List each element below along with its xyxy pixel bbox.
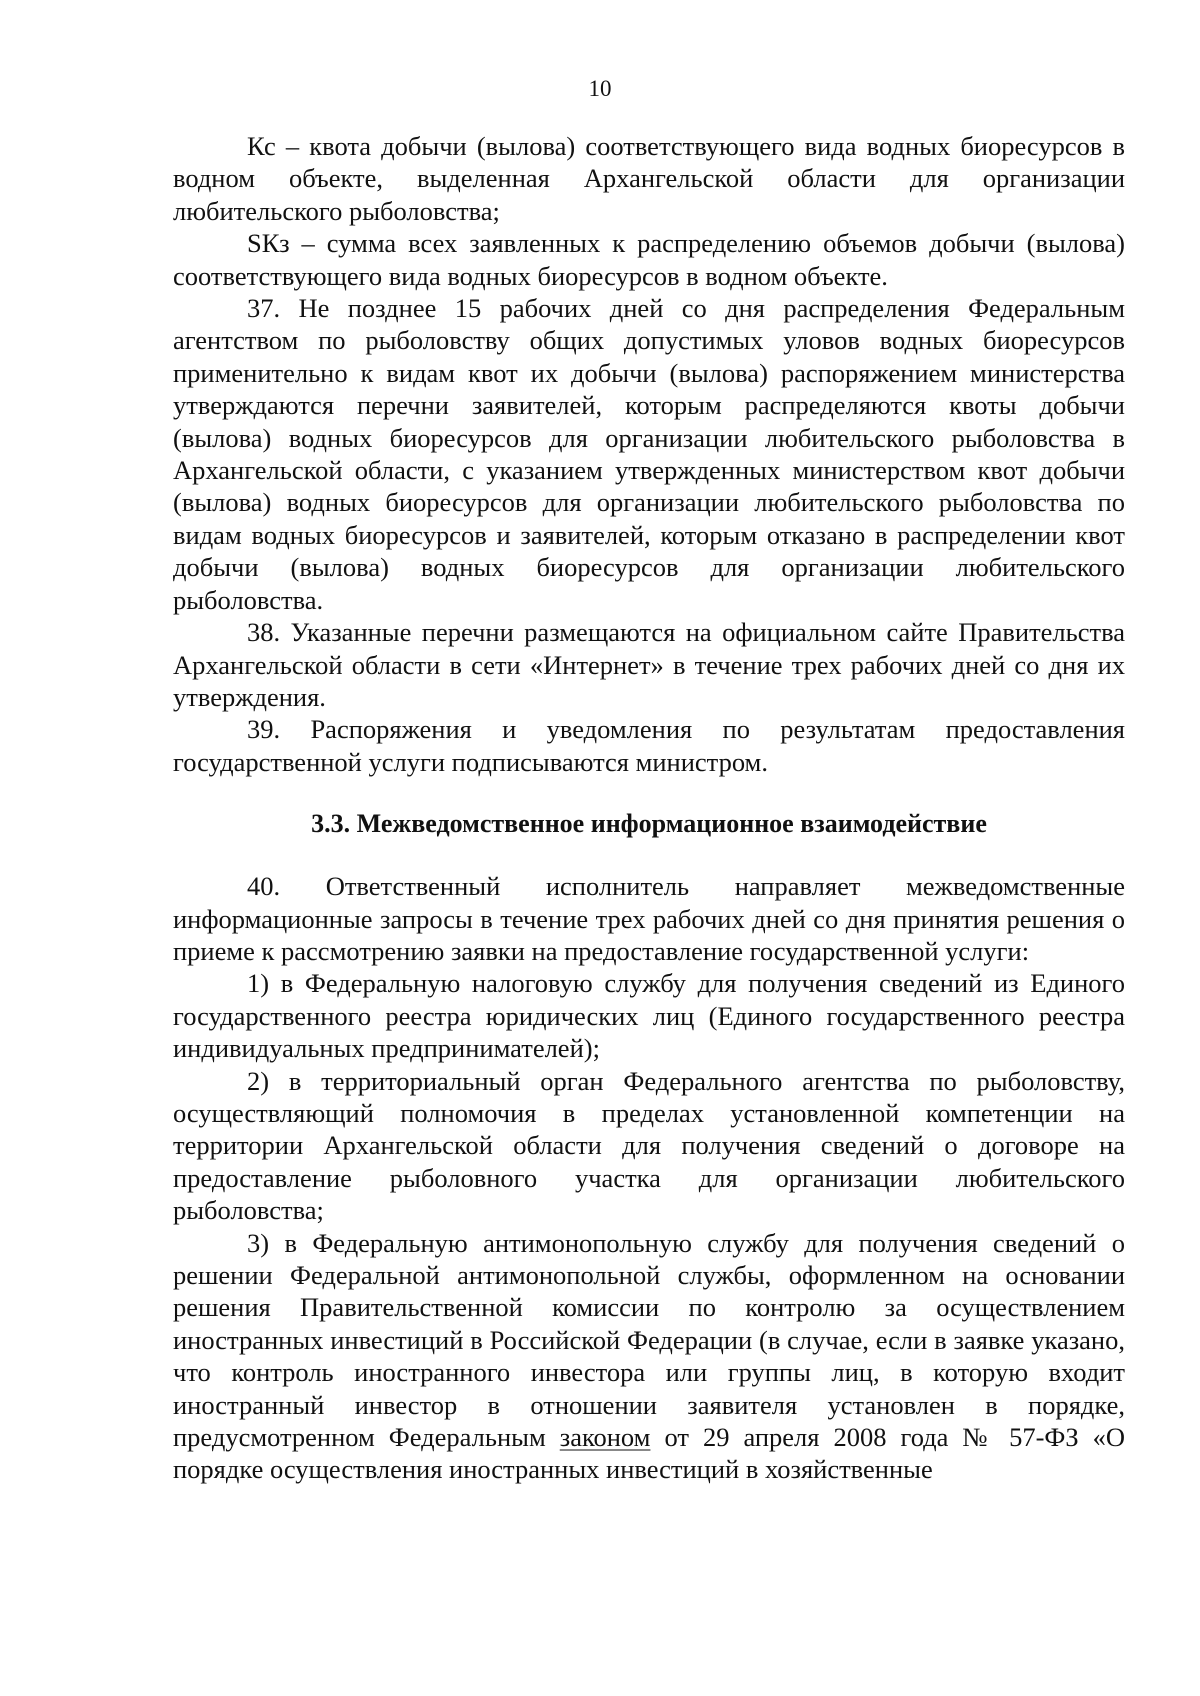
list-item-3-text-after: от 29 апреля 2008 года № 57-ФЗ «О порядке осуществления иностранных инвестиций в хозяйственные bbox=[173, 1422, 1126, 1485]
paragraph-kc-definition: Кс – квота добычи (вылова) соответствующего вида водных биоресурсов в водном объекте, выделенная Архангельской области для организации любительского рыболовства; bbox=[173, 131, 1125, 226]
paragraph-39: 39. Распоряжения и уведомления по результатам предоставления государственной услуги подписываются министром. bbox=[173, 714, 1125, 777]
paragraph-37: 37. Не позднее 15 рабочих дней со дня распределения Федеральным агентством по рыболовству общих допустимых уловов водных биоресурсов применительно к видам квот их добычи (вылова) распоряжением министерства утверждаются перечни заявителей, которым распределяются квоты добычи (вылова) водных биоресурсов для организации любительского рыболовства в Архангельской области, с указанием утвержденных министерством квот добычи (вылова) водных биоресурсов для организации любительского рыболовства по видам водных биоресурсов и заявителей, которым отказано в распределении квот добычи (вылова) водных биоресурсов для организации любительского рыболовства. bbox=[173, 293, 1125, 615]
list-item-3 bbox=[173, 1227, 1125, 1486]
paragraph-40: 40. Ответственный исполнитель направляет межведомственные информационные запросы в течение трех рабочих дней со дня принятия решения о приеме к рассмотрению заявки на предоставление государственной услуги: bbox=[173, 871, 1125, 966]
list-item-2: 2) в территориальный орган Федерального агентства по рыболовству, осуществляющий полномочия в пределах установленной компетенции на территории Архангельской области для получения сведений о договоре на предоставление рыболовного участка для организации любительского рыболовства; bbox=[173, 1065, 1125, 1226]
paragraph-38: 38. Указанные перечни размещаются на официальном сайте Правительства Архангельской области в сети «Интернет» в течение трех рабочих дней со дня их утверждения. bbox=[173, 617, 1125, 712]
list-item-1: 1) в Федеральную налоговую службу для получения сведений из Единого государственного реестра юридических лиц (Единого государственного реестра индивидуальных предпринимателей); bbox=[173, 968, 1125, 1064]
section-heading-3-3: 3.3. Межведомственное информационное взаимодействие bbox=[311, 809, 987, 839]
page-number: 10 bbox=[588, 76, 612, 101]
document-body bbox=[173, 130, 1125, 1486]
list-item-3-text-before: 3) в Федеральную антимонопольную службу для получения сведений о решении Федеральной антимонопольной службы, оформленном на основании решения Правительственной комиссии по контролю за осуществлением иностранных инвестиций в Российской Федерации (в случае, если в заявке указано, что контроль иностранного инвестора или группы лиц, в которую входит иностранный инвестор в отношении заявителя установлен в порядке, предусмотренном Федеральным bbox=[173, 1227, 1125, 1453]
paragraph-skz-definition: SКз – сумма всех заявленных к распределению объемов добычи (вылова) соответствующего вида водных биоресурсов в водном объекте. bbox=[173, 228, 1125, 291]
federal-law-link[interactable]: законом bbox=[559, 1422, 651, 1453]
